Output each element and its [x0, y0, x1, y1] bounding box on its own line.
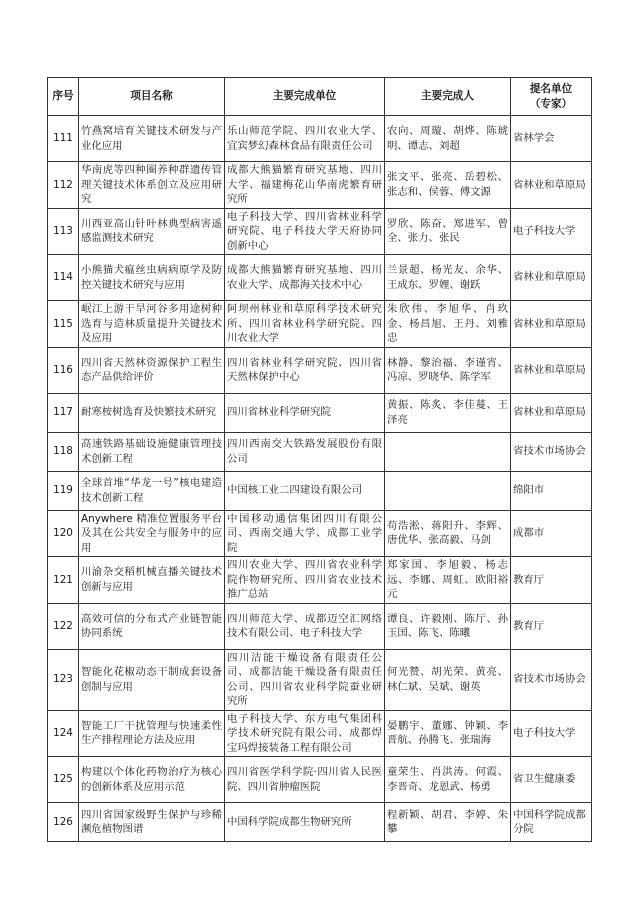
- cell-project-name: 智能工厂干扰管理与快速柔性生产排程理论方法及应用: [79, 710, 225, 757]
- table-row: [48, 116, 592, 162]
- cell-project-name: 岷江上游干旱河谷多用途树种选育与造林质量提升关键技术及应用: [79, 301, 225, 348]
- cell-people: 晏鹏宇、董娜、钟颖、李晋航、孙腾飞、张瑞海: [385, 710, 511, 757]
- cell-unit: 中国科学院成都生物研究所: [225, 803, 385, 842]
- table-row: [48, 757, 592, 803]
- cell-project-name: 高效可信的分布式产业链智能协同系统: [79, 603, 225, 649]
- header-row: [48, 78, 592, 116]
- cell-index: 122: [48, 603, 79, 649]
- cell-nominator: 省卫生健康委: [511, 757, 592, 803]
- cell-nominator: 中国科学院成都分院: [511, 803, 592, 842]
- cell-nominator: 电子科技大学: [511, 208, 592, 255]
- cell-nominator: 省技术市场协会: [511, 649, 592, 710]
- cell-project-name: 小熊猫犬瘟丝虫病病原学及防控关键技术研究与应用: [79, 255, 225, 301]
- cell-unit: 四川省林业科学研究院、四川省天然林保护中心: [225, 347, 385, 393]
- table-row: [48, 432, 592, 471]
- cell-unit: 成都大熊猫繁育研究基地、四川农业大学、成都海关技术中心: [225, 255, 385, 301]
- cell-people: 苟浩淞、蒋阳升、李辉、唐优华、张高毅、马剑: [385, 510, 511, 557]
- table-row: [48, 208, 592, 255]
- cell-nominator: 省林业和草原局: [511, 393, 592, 432]
- cell-project-name: 构建以个体化药物治疗为核心的创新体系及应用示范: [79, 757, 225, 803]
- table-row: [48, 557, 592, 604]
- cell-people: 农向、周璇、胡烨、陈琥明、谭志、刘超: [385, 116, 511, 162]
- header-people: 主要完成人: [385, 78, 511, 116]
- cell-people: 张文平、张亮、岳碧松、张志和、侯蓉、傅文源: [385, 162, 511, 209]
- cell-unit: 电子科技大学、东方电气集团科学技术研究院有限公司、成都焊宝玛焊接装备工程有限公司: [225, 710, 385, 757]
- cell-unit: 中国核工业二四建设有限公司: [225, 471, 385, 510]
- cell-project-name: 高速铁路基础设施健康管理技术创新工程: [79, 432, 225, 471]
- cell-people: 兰景超、杨光友、余华、王成东、罗娌、谢跃: [385, 255, 511, 301]
- cell-index: 116: [48, 347, 79, 393]
- table-row: [48, 255, 592, 301]
- cell-unit: 乐山师范学院、四川农业大学、宜宾梦幻森林食品有限责任公司: [225, 116, 385, 162]
- cell-project-name: 四川省国家级野生保护与珍稀濒危植物图谱: [79, 803, 225, 842]
- cell-index: 123: [48, 649, 79, 710]
- cell-people: [385, 471, 511, 510]
- cell-unit: 四川省医学科学院·四川省人民医院、四川省肿瘤医院: [225, 757, 385, 803]
- cell-index: 121: [48, 557, 79, 604]
- cell-project-name: Anywhere 精准位置服务平台及其在公共安全与服务中的应用: [79, 510, 225, 557]
- cell-unit: 四川农业大学、四川省农业科学院作物研究所、四川省农业技术推广总站: [225, 557, 385, 604]
- table-row: [48, 301, 592, 348]
- header-unit: 主要完成单位: [225, 78, 385, 116]
- cell-project-name: 耐寒桉树选育及快繁技术研究: [79, 393, 225, 432]
- cell-nominator: 电子科技大学: [511, 710, 592, 757]
- cell-project-name: 川渝杂交稻机械直播关键技术创新与应用: [79, 557, 225, 604]
- cell-nominator: 教育厅: [511, 603, 592, 649]
- cell-unit: 四川西南交大铁路发展股份有限公司: [225, 432, 385, 471]
- cell-index: 124: [48, 710, 79, 757]
- header-project-name: 项目名称: [79, 78, 225, 116]
- cell-nominator: 教育厅: [511, 557, 592, 604]
- header-nominator: [511, 78, 592, 116]
- header-nominator-label: 提名单位: [529, 83, 573, 95]
- cell-nominator: 省林业和草原局: [511, 255, 592, 301]
- table-row: [48, 162, 592, 209]
- cell-index: 118: [48, 432, 79, 471]
- cell-index: 111: [48, 116, 79, 162]
- cell-people: 黄振、陈炙、李佳蔓、王泽亮: [385, 393, 511, 432]
- table-row: [48, 603, 592, 649]
- cell-index: 115: [48, 301, 79, 348]
- cell-nominator: 省技术市场协会: [511, 432, 592, 471]
- cell-people: 郑家国、李旭毅、杨志远、李娜、周虹、欧阳裕元: [385, 557, 511, 604]
- cell-index: 125: [48, 757, 79, 803]
- table-row: [48, 710, 592, 757]
- cell-unit: 四川师范大学、成都迈空汇网络技术有限公司、电子科技大学: [225, 603, 385, 649]
- cell-people: 何光赞、胡光荣、黄亮、林仁斌、吴斌、谢英: [385, 649, 511, 710]
- cell-people: 林静、黎治福、李谨宵、冯凉、罗晓华、陈学军: [385, 347, 511, 393]
- cell-people: 程新颖、胡君、李婷、朱攀: [385, 803, 511, 842]
- cell-people: 朱欣伟、李旭华、肖玖金、杨昌旭、王丹、刘雅忠: [385, 301, 511, 348]
- cell-index: 126: [48, 803, 79, 842]
- cell-index: 112: [48, 162, 79, 209]
- cell-project-name: 智能化花椒动态干制成套设备创制与应用: [79, 649, 225, 710]
- cell-nominator: 省林业和草原局: [511, 301, 592, 348]
- table-row: [48, 649, 592, 710]
- cell-people: 谭良、许毅刚、陈厅、孙玉国、陈飞、陈曦: [385, 603, 511, 649]
- cell-index: 117: [48, 393, 79, 432]
- cell-index: 120: [48, 510, 79, 557]
- cell-nominator: 省林业和草原局: [511, 162, 592, 209]
- table-row: [48, 347, 592, 393]
- cell-unit: 四川洁能干燥设备有限责任公司、成都洁能干燥设备有限责任公司、四川省农业科学院蚕业研究所: [225, 649, 385, 710]
- cell-project-name: 四川省天然林资源保护工程生态产品供给评价: [79, 347, 225, 393]
- cell-unit: 成都大熊猫繁育研究基地、四川大学、福建梅花山华南虎繁育研究所: [225, 162, 385, 209]
- cell-index: 113: [48, 208, 79, 255]
- cell-people: 罗欣、陈奋、郑进军、曾全、张力、张民: [385, 208, 511, 255]
- cell-project-name: 全球首堆“华龙一号”核电建造技术创新工程: [79, 471, 225, 510]
- cell-index: 114: [48, 255, 79, 301]
- cell-unit: 四川省林业科学研究院: [225, 393, 385, 432]
- table-row: [48, 510, 592, 557]
- cell-nominator: 绵阳市: [511, 471, 592, 510]
- award-table: [47, 77, 592, 842]
- table-row: [48, 803, 592, 842]
- header-nominator-expert: （专家）: [529, 97, 573, 110]
- cell-unit: 电子科技大学、四川省林业科学研究院、电子科技大学天府协同创新中心: [225, 208, 385, 255]
- cell-people: 童荣生、肖洪涛、何霞、李晋奇、龙恩武、杨勇: [385, 757, 511, 803]
- cell-project-name: 华南虎等四种圈养种群遗传管理关键技术体系创立及应用研究: [79, 162, 225, 209]
- cell-nominator: 省林业和草原局: [511, 347, 592, 393]
- cell-unit: 阿坝州林业和草原科学技术研究所、四川省林业科学研究院、四川农业大学: [225, 301, 385, 348]
- cell-nominator: 省林学会: [511, 116, 592, 162]
- cell-project-name: 川西亚高山针叶林典型病害遥感监测技术研究: [79, 208, 225, 255]
- header-index: 序号: [48, 78, 79, 116]
- cell-nominator: 成都市: [511, 510, 592, 557]
- table-row: [48, 471, 592, 510]
- table-row: [48, 393, 592, 432]
- cell-people: [385, 432, 511, 471]
- cell-project-name: 竹燕窝培育关键技术研发与产业化应用: [79, 116, 225, 162]
- cell-index: 119: [48, 471, 79, 510]
- cell-unit: 中国移动通信集团四川有限公司、西南交通大学、成都工业学院: [225, 510, 385, 557]
